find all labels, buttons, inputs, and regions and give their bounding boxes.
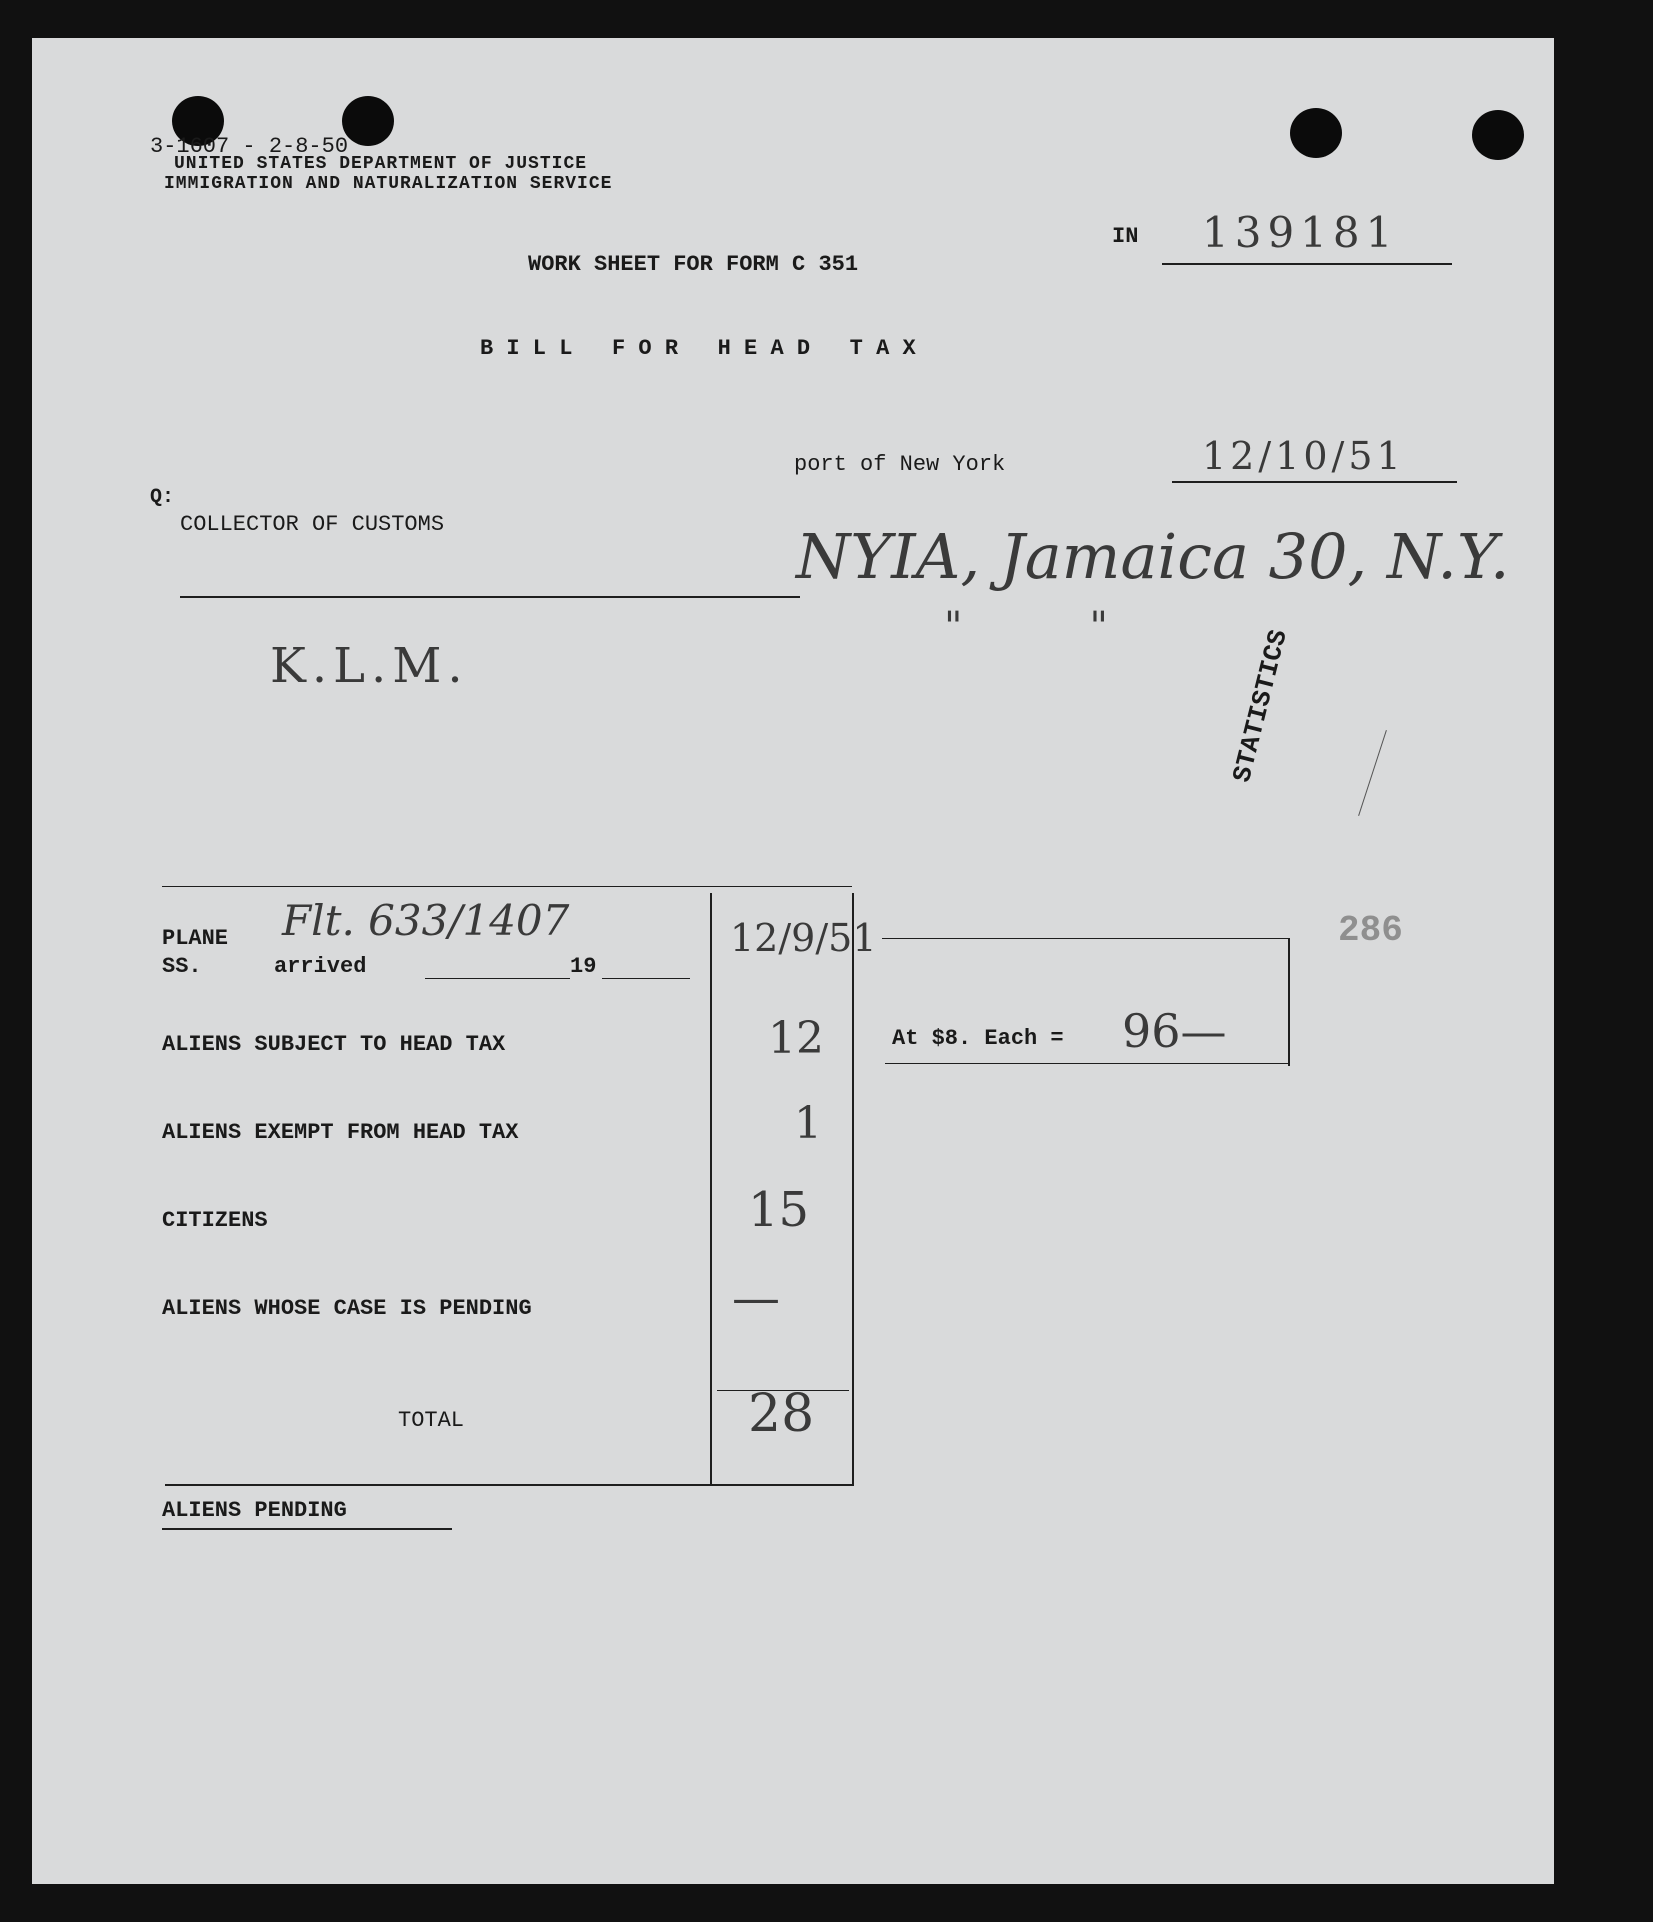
row-label-pending: ALIENS WHOSE CASE IS PENDING bbox=[162, 1296, 532, 1321]
row-label-subject: ALIENS SUBJECT TO HEAD TAX bbox=[162, 1032, 506, 1057]
arrived-label: arrived bbox=[274, 954, 367, 979]
row-value-subject: 12 bbox=[768, 1013, 824, 1064]
stamp-pencil-mark bbox=[1358, 730, 1387, 816]
arrival-date-handwritten: 12/9/51 bbox=[730, 916, 877, 960]
tax-box-right bbox=[1288, 938, 1290, 1066]
arrived-underline-2 bbox=[602, 978, 690, 979]
document-page bbox=[32, 38, 1554, 1884]
aliens-pending-underline bbox=[162, 1528, 452, 1530]
row-label-citizens: CITIZENS bbox=[162, 1208, 268, 1233]
carrier-handwritten: K.L.M. bbox=[270, 638, 469, 694]
in-number-underline bbox=[1162, 263, 1452, 265]
bill-title: B I L L F O R H E A D T A X bbox=[480, 336, 916, 361]
aliens-pending-label: ALIENS PENDING bbox=[162, 1498, 347, 1523]
ss-label: SS. bbox=[162, 954, 202, 979]
year-prefix: 19 bbox=[570, 954, 597, 979]
punch-hole-3 bbox=[1290, 108, 1342, 158]
work-sheet-title: WORK SHEET FOR FORM C 351 bbox=[528, 252, 859, 277]
agency-line-2: IMMIGRATION AND NATURALIZATION SERVICE bbox=[164, 174, 613, 194]
location-handwritten: NYIA, Jamaica 30, N.Y. bbox=[796, 520, 1510, 593]
table-divider-right bbox=[852, 893, 854, 1485]
arrived-underline-1 bbox=[425, 978, 570, 979]
row-value-exempt: 1 bbox=[794, 1098, 822, 1149]
collector-underline bbox=[180, 596, 800, 598]
total-label: TOTAL bbox=[398, 1408, 465, 1433]
form-code: 3-1607 - 2-8-50 bbox=[150, 134, 349, 159]
table-divider-left bbox=[710, 893, 712, 1485]
table-top-rule bbox=[162, 886, 852, 887]
plane-label: PLANE bbox=[162, 926, 229, 951]
table-bottom-rule bbox=[165, 1484, 854, 1486]
date-underline bbox=[1172, 481, 1457, 483]
port-label: port of New York bbox=[794, 452, 1006, 477]
flight-handwritten: Flt. 633/1407 bbox=[282, 896, 570, 945]
row-label-exempt: ALIENS EXEMPT FROM HEAD TAX bbox=[162, 1120, 519, 1145]
total-value: 28 bbox=[748, 1384, 815, 1444]
tax-box-top bbox=[882, 938, 1290, 939]
statistics-stamp: STATISTICS bbox=[1227, 626, 1294, 786]
row-value-citizens: 15 bbox=[748, 1182, 810, 1238]
tax-rate-label: At $8. Each = bbox=[892, 1026, 1064, 1051]
in-number: 139181 bbox=[1202, 208, 1399, 257]
row-value-pending: — bbox=[732, 1270, 780, 1326]
letter-date: 12/10/51 bbox=[1202, 434, 1405, 478]
tax-amount: 96— bbox=[1122, 1004, 1227, 1058]
punch-hole-2 bbox=[342, 96, 394, 146]
to-label: Q: bbox=[150, 486, 175, 509]
punch-hole-4 bbox=[1472, 110, 1524, 160]
collector-label: COLLECTOR OF CUSTOMS bbox=[180, 512, 445, 537]
tax-box-bottom bbox=[885, 1063, 1290, 1064]
in-label: IN bbox=[1112, 224, 1139, 249]
agency-line-1: UNITED STATES DEPARTMENT OF JUSTICE bbox=[174, 154, 588, 174]
ditto-marks: " " bbox=[944, 604, 1108, 650]
margin-number: 286 bbox=[1338, 910, 1403, 951]
